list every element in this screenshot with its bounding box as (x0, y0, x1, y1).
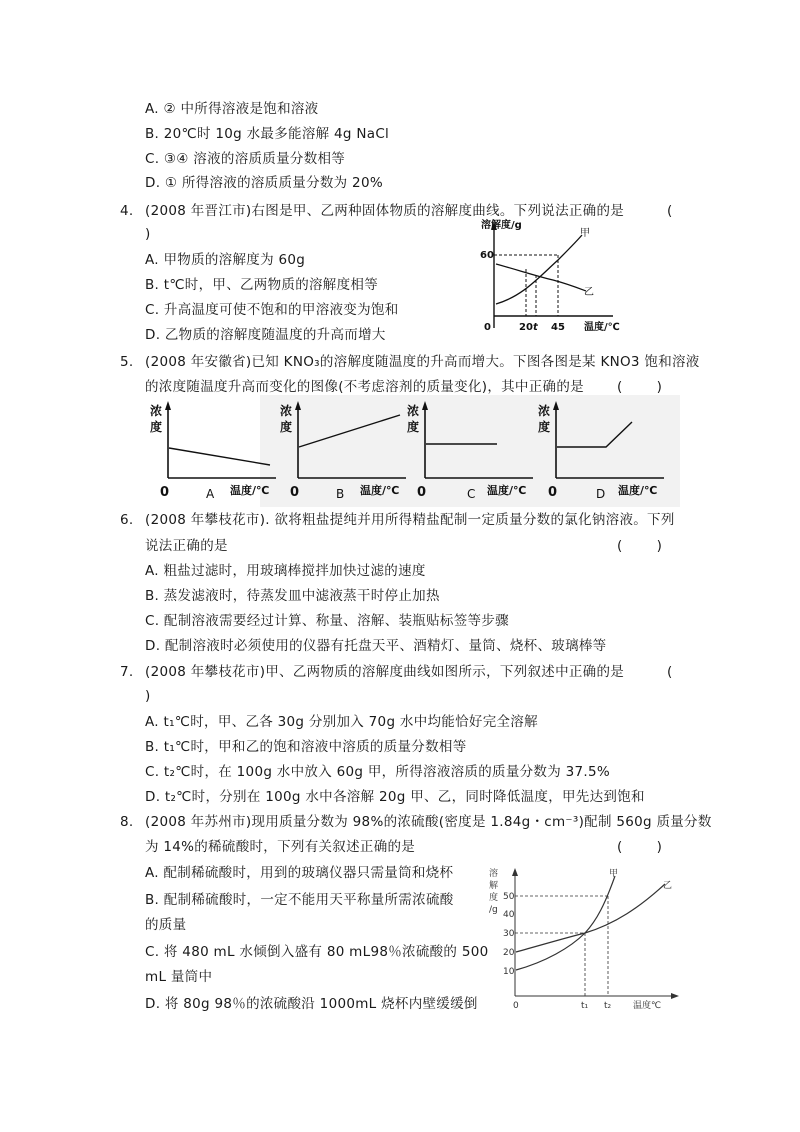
q6-option-b: B. 蒸发滤液时，待蒸发皿中滤液蒸干时停止加热 (145, 588, 440, 604)
svg-text:温度/℃: 温度/℃ (360, 484, 400, 497)
svg-text:温度/℃: 温度/℃ (618, 484, 658, 497)
svg-text:溶: 溶 (489, 869, 499, 879)
q4-option-b: B. t℃时，甲、乙两物质的溶解度相等 (145, 277, 378, 293)
q5-paren: ( ) (617, 379, 662, 395)
svg-text:乙: 乙 (663, 881, 673, 891)
svg-text:温度℃: 温度℃ (633, 1001, 662, 1011)
q4-paren-close: ) (145, 226, 151, 242)
q7-option-b: B. t₁℃时，甲和乙的饱和溶液中溶质的质量分数相等 (145, 739, 467, 755)
q4-label-jia: 甲 (580, 228, 590, 239)
q5-stem-line2: 的浓度随温度升高而变化的图像(不考虑溶剂的质量变化)，其中正确的是 (145, 379, 584, 395)
q8-paren: ( ) (617, 839, 662, 855)
q8-number: 8. (120, 814, 134, 830)
q4-xt-label: t (533, 322, 538, 333)
q6-stem-line1: (2008 年攀枝花市). 欲将粗盐提纯并用所得精盐配制一定质量分数的氯化钠溶液。下列 (145, 512, 675, 528)
q3-option-b: B. 20℃时 10g 水最多能溶解 4g NaCl (145, 126, 390, 142)
q5-d-line (557, 422, 632, 447)
q6-option-a: A. 粗盐过滤时，用玻璃棒搅拌加快过滤的速度 (145, 563, 426, 579)
q4-curve-jia (496, 235, 582, 304)
q5-number: 5. (120, 354, 134, 370)
q6-option-c: C. 配制溶液需要经过计算、称量、溶解、装瓶贴标签等步骤 (145, 613, 509, 629)
svg-text:0: 0 (513, 1001, 519, 1011)
q6-stem-line2: 说法正确的是 (145, 538, 228, 554)
svg-text:解: 解 (489, 881, 499, 891)
q4-option-c: C. 升高温度可使不饱和的甲溶液变为饱和 (145, 302, 399, 318)
svg-text:0: 0 (160, 485, 170, 500)
svg-text:度: 度 (489, 893, 499, 903)
svg-text:20: 20 (503, 948, 515, 958)
q8-stem-line2: 为 14%的稀硫酸时，下列有关叙述正确的是 (145, 839, 416, 855)
q6-number: 6. (120, 512, 134, 528)
q3-option-c: C. ③④ 溶液的溶质质量分数相等 (145, 151, 346, 167)
q5-stem-line1: (2008 年安徽省)已知 KNO₃的溶解度随温度的升高而增大。下图各图是某 KNO3 饱和溶液 (145, 354, 700, 370)
svg-text:B: B (336, 487, 345, 501)
svg-text:50: 50 (503, 892, 515, 902)
q4-number: 4. (120, 203, 134, 219)
q8-stem-line1: (2008 年苏州市)现用质量分数为 98%的浓硫酸(密度是 1.84g・cm⁻³)配制 560g 质量分数 (145, 814, 712, 830)
q4-x45-label: 45 (551, 322, 565, 333)
q5-graph-d (536, 398, 671, 504)
svg-text:度: 度 (407, 420, 420, 434)
q4-solubility-graph (478, 216, 628, 340)
svg-text:0: 0 (290, 485, 300, 500)
svg-text:/g: /g (489, 905, 498, 915)
q8-option-b-cont: 的质量 (145, 917, 187, 933)
q7-paren-close: ) (145, 688, 151, 704)
q5-b-line (299, 415, 400, 447)
q8-option-c: C. 将 480 mL 水倾倒入盛有 80 mL98％浓硫酸的 500 (145, 944, 489, 960)
q8-option-c-cont: mL 量筒中 (145, 969, 213, 985)
q6-paren: ( ) (617, 538, 662, 554)
q4-xlabel: 温度/℃ (584, 322, 620, 333)
q7-stem: (2008 年攀枝花市)甲、乙两物质的溶解度曲线如图所示，下列叙述中正确的是 (145, 664, 625, 680)
q4-paren-open: ( (667, 203, 673, 219)
q3-option-d: D. ① 所得溶液的溶质质量分数为 20% (145, 175, 383, 191)
svg-text:D: D (596, 487, 606, 501)
svg-text:度: 度 (538, 420, 551, 434)
svg-text:30: 30 (503, 929, 515, 939)
q5-graph-b (278, 398, 413, 504)
q3-option-a: A. ② 中所得溶液是饱和溶液 (145, 101, 319, 117)
svg-text:10: 10 (503, 967, 515, 977)
q4-curve-yi (496, 264, 586, 291)
q4-label-yi: 乙 (584, 287, 594, 298)
svg-text:温度/℃: 温度/℃ (230, 484, 270, 497)
q8-solubility-graph (485, 862, 685, 1022)
svg-text:浓: 浓 (280, 404, 293, 418)
q4-y60-label: 60 (480, 250, 494, 261)
q8-curve-yi (516, 884, 665, 952)
q7-paren-open: ( (667, 664, 673, 680)
q7-option-c: C. t₂℃时，在 100g 水中放入 60g 甲，所得溶液溶质的质量分数为 37.5% (145, 764, 611, 780)
svg-text:0: 0 (548, 485, 558, 500)
q8-option-d: D. 将 80g 98％的浓硫酸沿 1000mL 烧杯内壁缓缓倒 (145, 996, 478, 1012)
q7-number: 7. (120, 664, 134, 680)
svg-text:温度/℃: 温度/℃ (487, 484, 527, 497)
svg-text:度: 度 (280, 420, 293, 434)
svg-text:t₂: t₂ (604, 1001, 612, 1011)
svg-text:40: 40 (503, 910, 515, 920)
svg-text:浓: 浓 (407, 404, 420, 418)
q5-a-line (169, 448, 270, 465)
q5-graph-c (405, 398, 540, 504)
svg-text:甲: 甲 (609, 869, 619, 879)
q4-stem: (2008 年晋江市)右图是甲、乙两种固体物质的溶解度曲线。下列说法正确的是 (145, 203, 625, 219)
q4-option-d: D. 乙物质的溶解度随温度的升高而增大 (145, 327, 386, 343)
svg-text:0: 0 (417, 485, 427, 500)
q7-option-d: D. t₂℃时，分别在 100g 水中各溶解 20g 甲、乙，同时降低温度，甲先达到饱和 (145, 789, 645, 805)
q5-graph-a (148, 398, 283, 504)
q7-option-a: A. t₁℃时，甲、乙各 30g 分别加入 70g 水中均能恰好完全溶解 (145, 714, 538, 730)
q8-curve-jia (516, 876, 615, 970)
svg-text:浓: 浓 (150, 404, 163, 418)
svg-text:度: 度 (150, 420, 163, 434)
q6-option-d: D. 配制溶液时必须使用的仪器有托盘天平、酒精灯、量筒、烧杯、玻璃棒等 (145, 638, 607, 654)
q8-option-a: A. 配制稀硫酸时，用到的玻璃仪器只需量筒和烧杯 (145, 865, 454, 881)
q4-origin: 0 (484, 322, 491, 333)
q8-option-b: B. 配制稀硫酸时，一定不能用天平称量所需浓硫酸 (145, 892, 454, 908)
q4-x20-label: 20 (519, 322, 533, 333)
q4-ylabel: 溶解度/g (481, 220, 522, 231)
svg-text:t₁: t₁ (581, 1001, 589, 1011)
svg-text:A: A (206, 487, 215, 501)
q4-option-a: A. 甲物质的溶解度为 60g (145, 252, 306, 268)
svg-text:浓: 浓 (538, 404, 551, 418)
svg-text:C: C (467, 487, 476, 501)
